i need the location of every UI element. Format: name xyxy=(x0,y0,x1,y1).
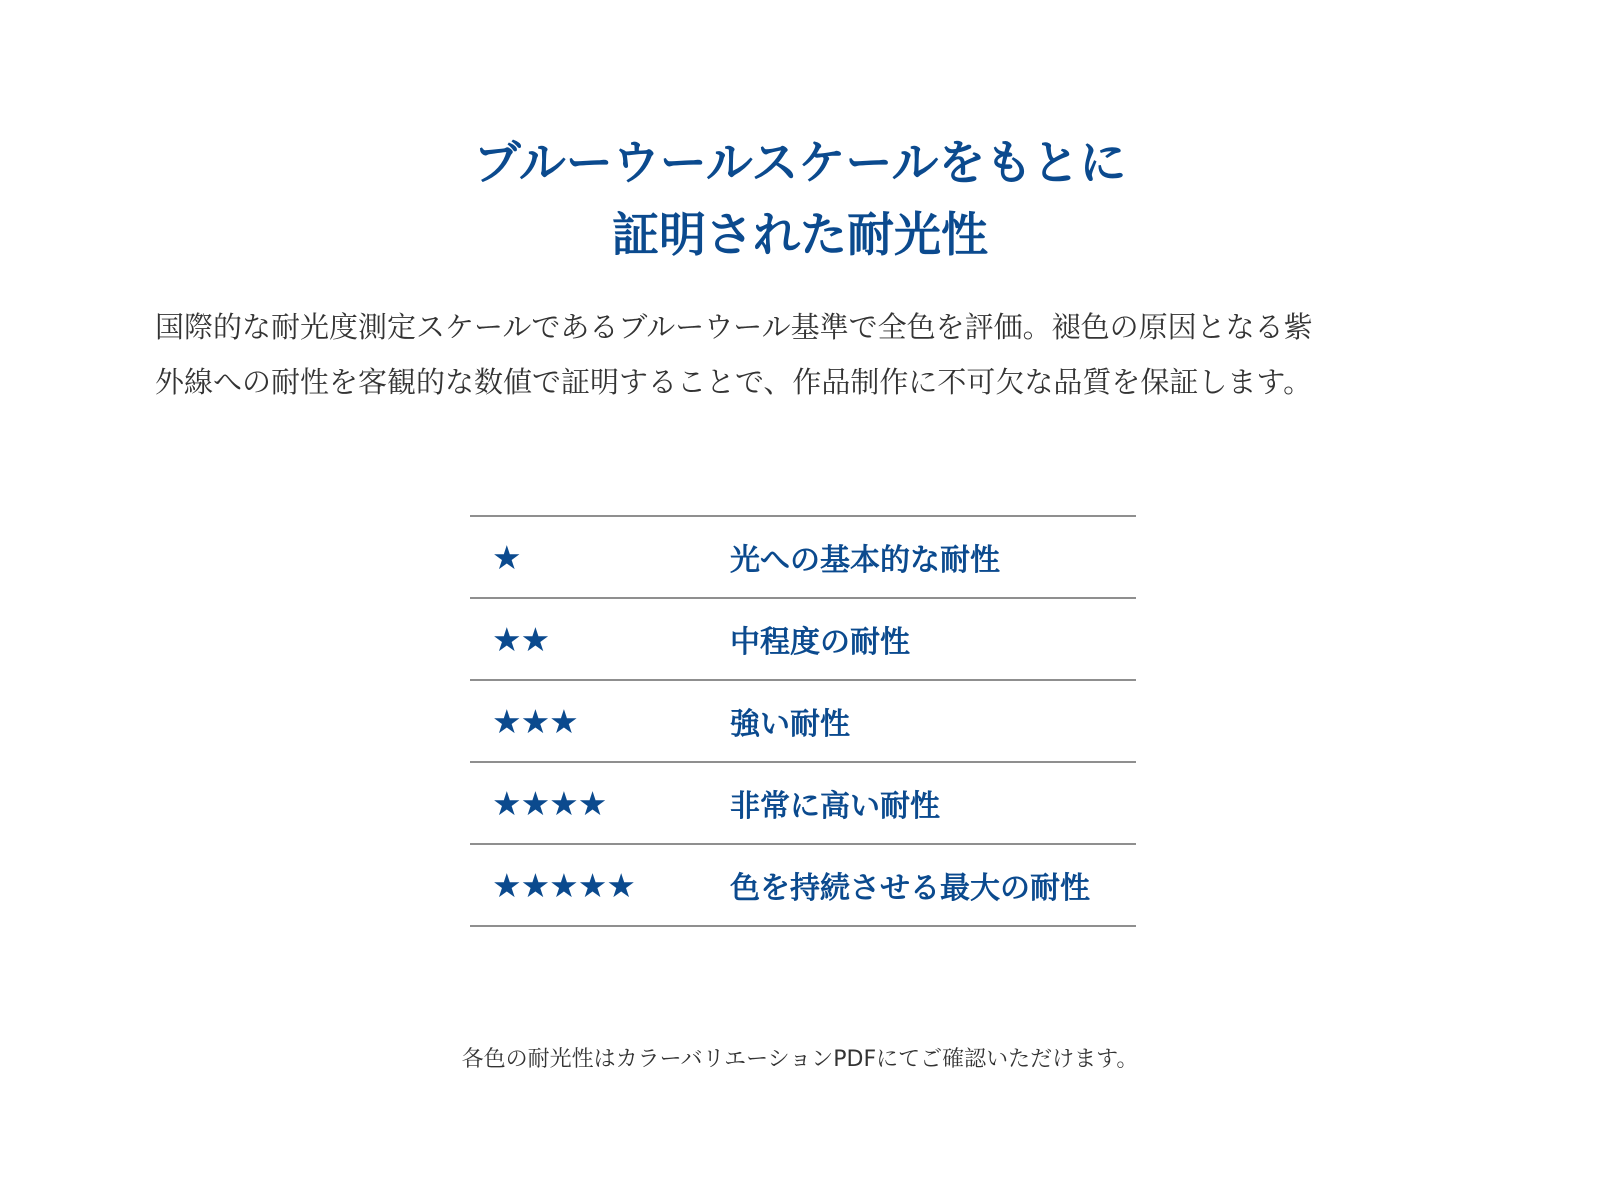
star-rating-icon: ★★★★ xyxy=(492,783,607,823)
lightfastness-rating-table xyxy=(470,515,1136,927)
star-rating-icon: ★★★ xyxy=(492,701,578,741)
intro-line-1: 国際的な耐光度測定スケールであるブルーウール基準で全色を評価。褪色の原因となる紫 xyxy=(155,310,1313,344)
rating-label: 中程度の耐性 xyxy=(730,625,910,660)
heading-line-1: ブルーウールスケールをもとに xyxy=(473,136,1127,191)
intro-paragraph xyxy=(155,300,1455,410)
rating-row-4-stars xyxy=(470,763,1136,845)
star-rating-icon: ★ xyxy=(492,537,521,577)
rating-label: 強い耐性 xyxy=(730,707,850,742)
rating-row-1-star xyxy=(470,517,1136,599)
rating-label: 非常に高い耐性 xyxy=(730,789,940,824)
rating-row-5-stars xyxy=(470,845,1136,927)
intro-line-2: 外線への耐性を客観的な数値で証明することで、作品制作に不可欠な品質を保証します。 xyxy=(155,365,1313,399)
heading-line-2: 証明された耐光性 xyxy=(612,208,988,263)
rating-row-2-stars xyxy=(470,599,1136,681)
rating-label: 光への基本的な耐性 xyxy=(730,543,1000,578)
star-rating-icon: ★★★★★ xyxy=(492,865,635,905)
star-rating-icon: ★★ xyxy=(492,619,550,659)
footnote: 各色の耐光性はカラーバリエーションPDFにてご確認いただけます。 xyxy=(461,1047,1139,1072)
section-heading xyxy=(0,128,1600,272)
rating-label: 色を持続させる最大の耐性 xyxy=(730,871,1090,906)
rating-row-3-stars xyxy=(470,681,1136,763)
